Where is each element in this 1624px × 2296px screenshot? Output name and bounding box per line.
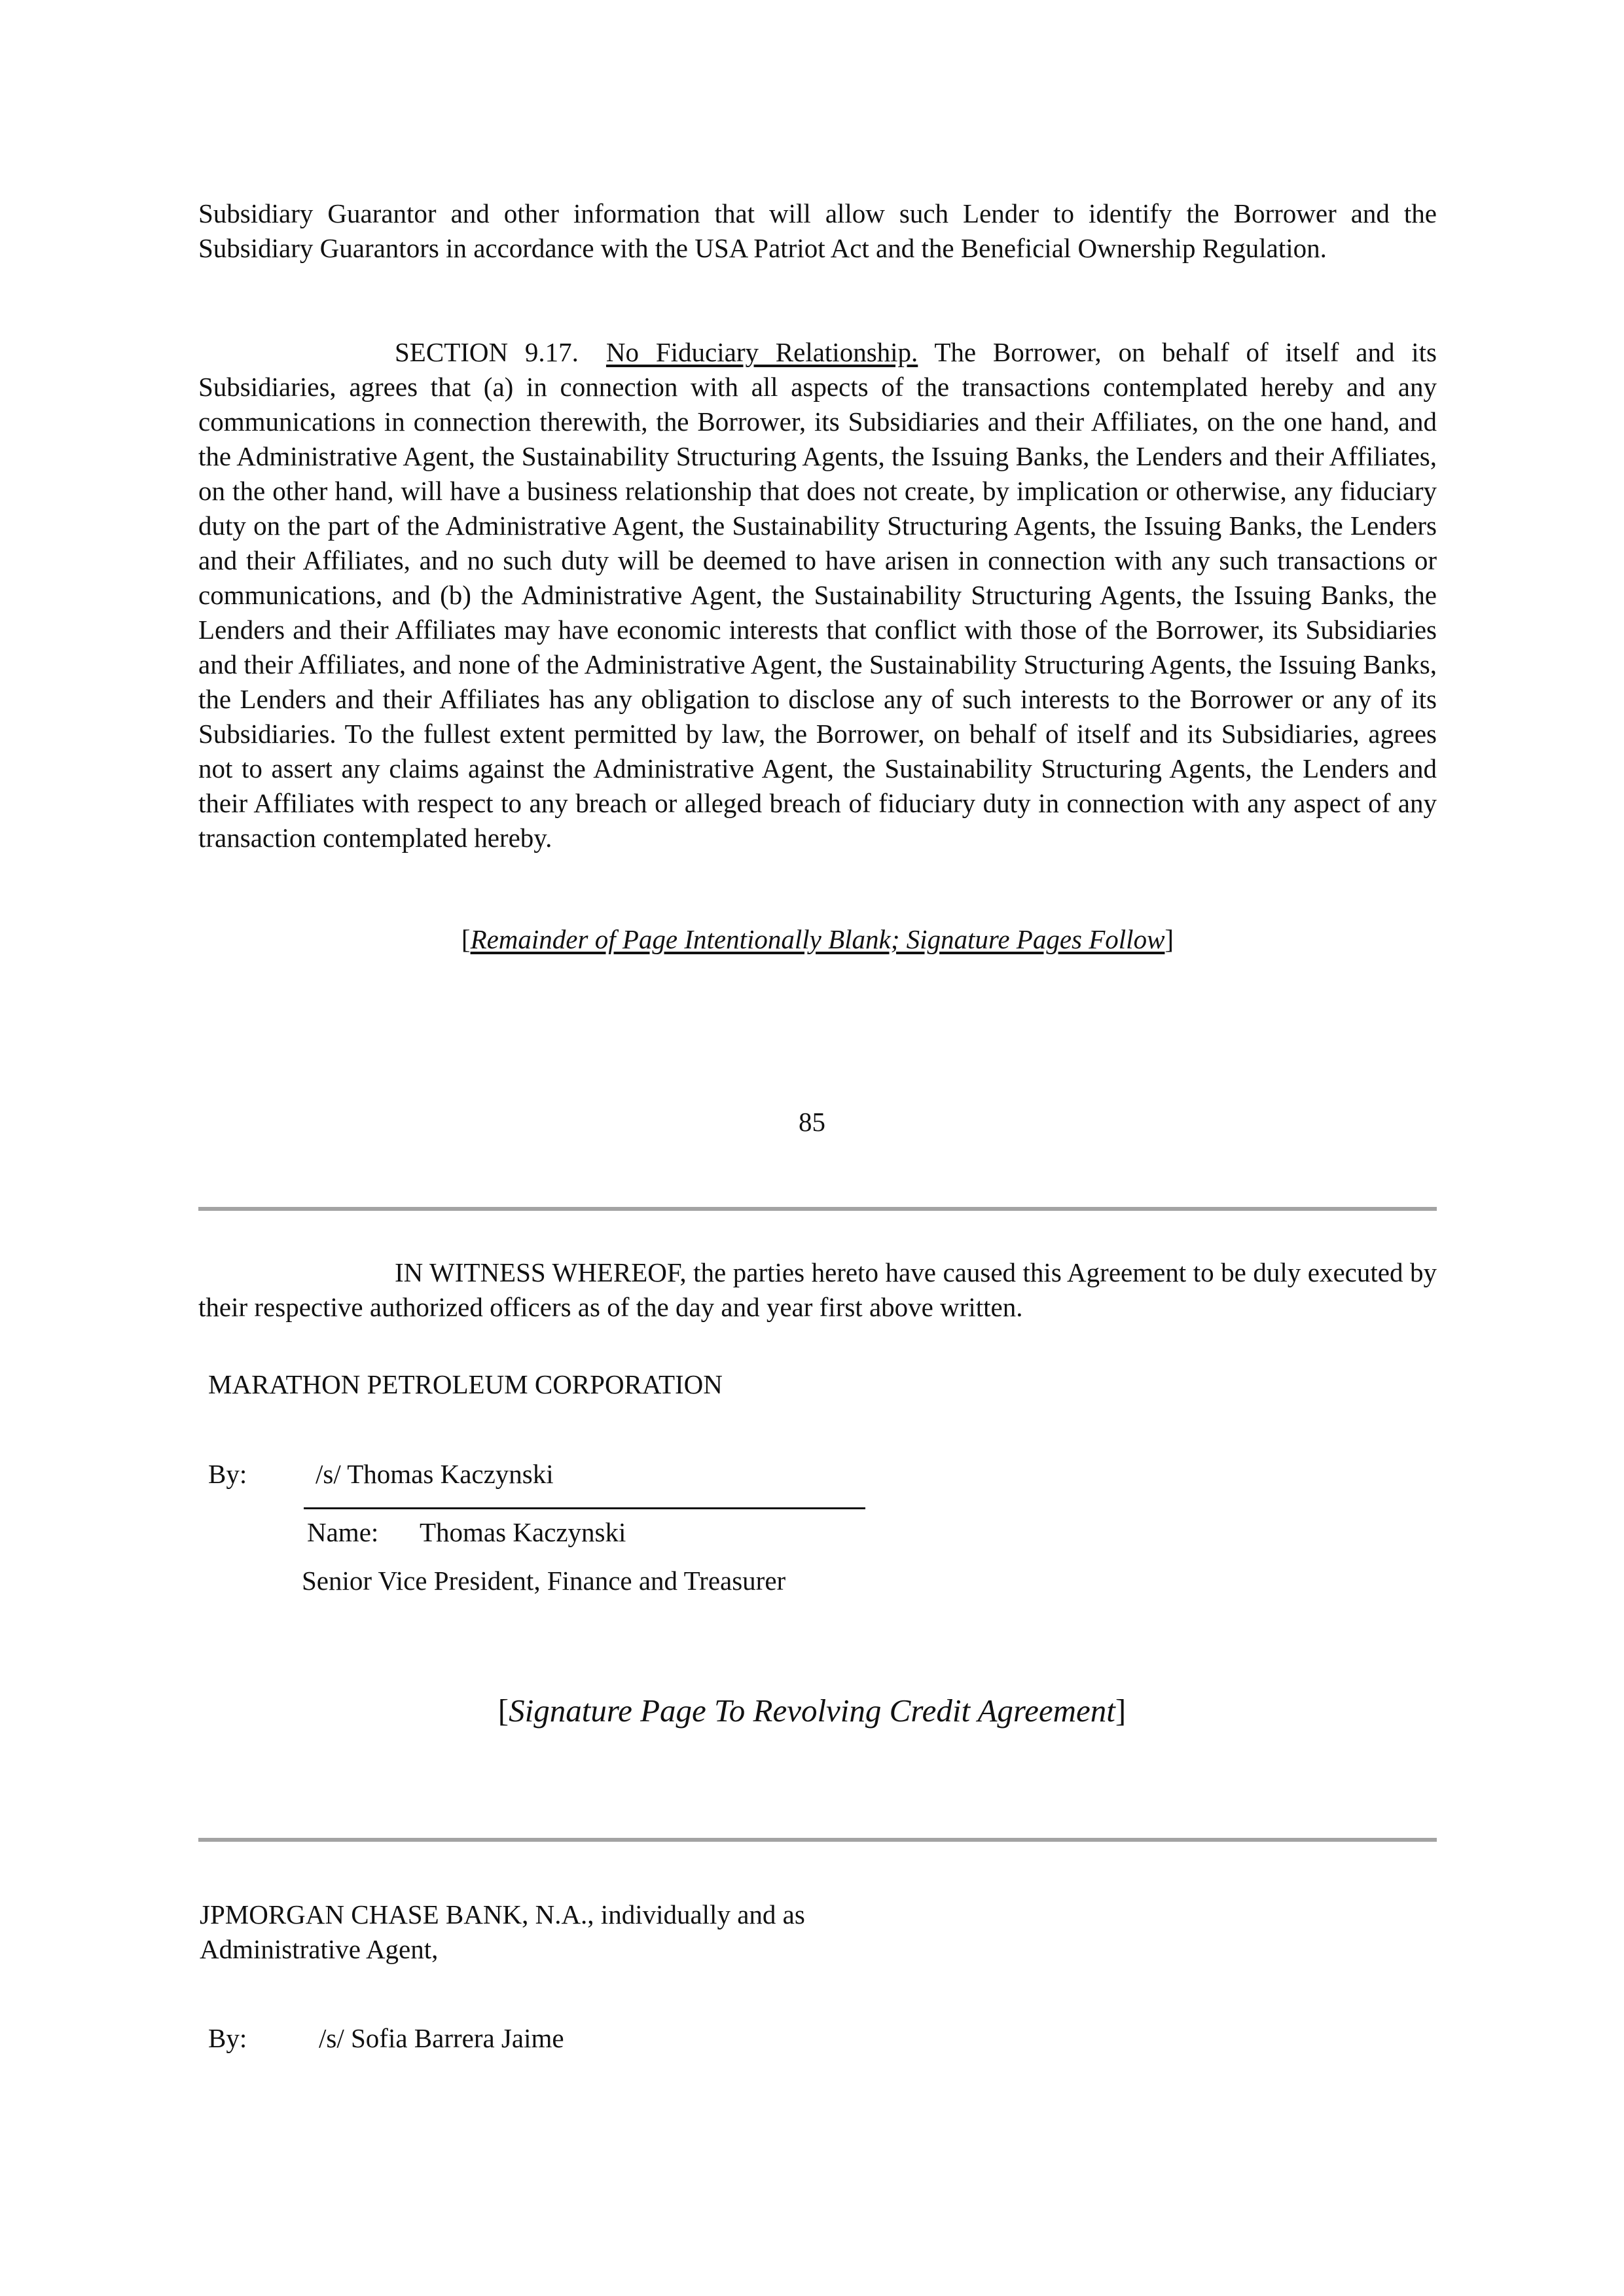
agent-company-name-line2: Administrative Agent, — [200, 1934, 439, 1964]
remainder-note-text: Remainder of Page Intentionally Blank; Signature Pages Follow — [470, 924, 1165, 954]
remainder-note: [Remainder of Page Intentionally Blank; Signature Pages Follow] — [461, 924, 1174, 954]
name-label: Name: — [307, 1517, 379, 1547]
section-9-17-paragraph — [198, 335, 1437, 855]
witness-paragraph — [198, 1255, 1437, 1325]
signature-text: /s/ Thomas Kaczynski — [316, 1459, 554, 1489]
signature-text: /s/ Sofia Barrera Jaime — [319, 2023, 564, 2053]
by-label: By: — [208, 2023, 247, 2053]
signature-line — [304, 1507, 865, 1509]
by-label: By: — [208, 1459, 247, 1489]
section-body: The Borrower, on behalf of itself and its Subsidiaries, agrees that (a) in connection with all aspects of the transactions contemplated hereby and any communications in connection therewith, the Borrower, its Subsidiaries and their Affiliates, on the one hand, and the Administrative Agent, the Sustainability Structuring Agents, the Issuing Banks, the Lenders and their Affiliates, on the other hand, will have a business relationship that does not create, by implication or otherwise, any fiduciary duty on the part of the Administrative Agent, the Sustainability Structuring Agents, the Issuing Banks, the Lenders and their Affiliates, and no such duty will be deemed to have arisen in connection with any such transactions or communications, and (b) the Administrative Agent, the Sustainability Structuring Agents, the Issuing Banks, the Lenders and their Affiliates may have economic interests that conflict with those of the Borrower, its Subsidiaries and their Affiliates, and none of the Administrative Agent, the Sustainability Structuring Agents, the Issuing Banks, the Lenders and their Affiliates has any obligation to disclose any of such interests to the Borrower or any of its Subsidiaries. To the fullest extent permitted by law, the Borrower, on behalf of itself and its Subsidiaries, agrees not to assert any claims against the Administrative Agent, the Sustainability Structuring Agents, the Lenders and their Affiliates with respect to any breach or alleged breach of fiduciary duty in connection with any aspect of any transaction contemplated hereby. — [198, 337, 1437, 853]
section-title: No Fiduciary Relationship. — [605, 337, 918, 367]
signer-title: Senior Vice President, Finance and Treasurer — [302, 1566, 786, 1596]
page-number: 85 — [799, 1107, 825, 1137]
signer-name: Thomas Kaczynski — [420, 1517, 626, 1547]
page-divider — [198, 1838, 1437, 1842]
signature-page-label-text: Signature Page To Revolving Credit Agreement — [509, 1693, 1115, 1729]
section-number: SECTION 9.17. — [395, 337, 579, 367]
agent-company-name-line1: JPMORGAN CHASE BANK, N.A., individually and as — [200, 1899, 805, 1929]
signature-page-label: [Signature Page To Revolving Credit Agreement] — [497, 1693, 1127, 1729]
intro-paragraph: Subsidiary Guarantor and other information that will allow such Lender to identify the Borrower and the Subsidiary Guarantors in accordance with the USA Patriot Act and the Beneficial Ownership Regulation. — [198, 198, 1437, 263]
borrower-company-name: MARATHON PETROLEUM CORPORATION — [208, 1369, 723, 1399]
page-divider — [198, 1207, 1437, 1211]
witness-text: IN WITNESS WHEREOF, the parties hereto have caused this Agreement to be duly executed by their respective authorized officers as of the day and year first above written. — [198, 1257, 1437, 1322]
